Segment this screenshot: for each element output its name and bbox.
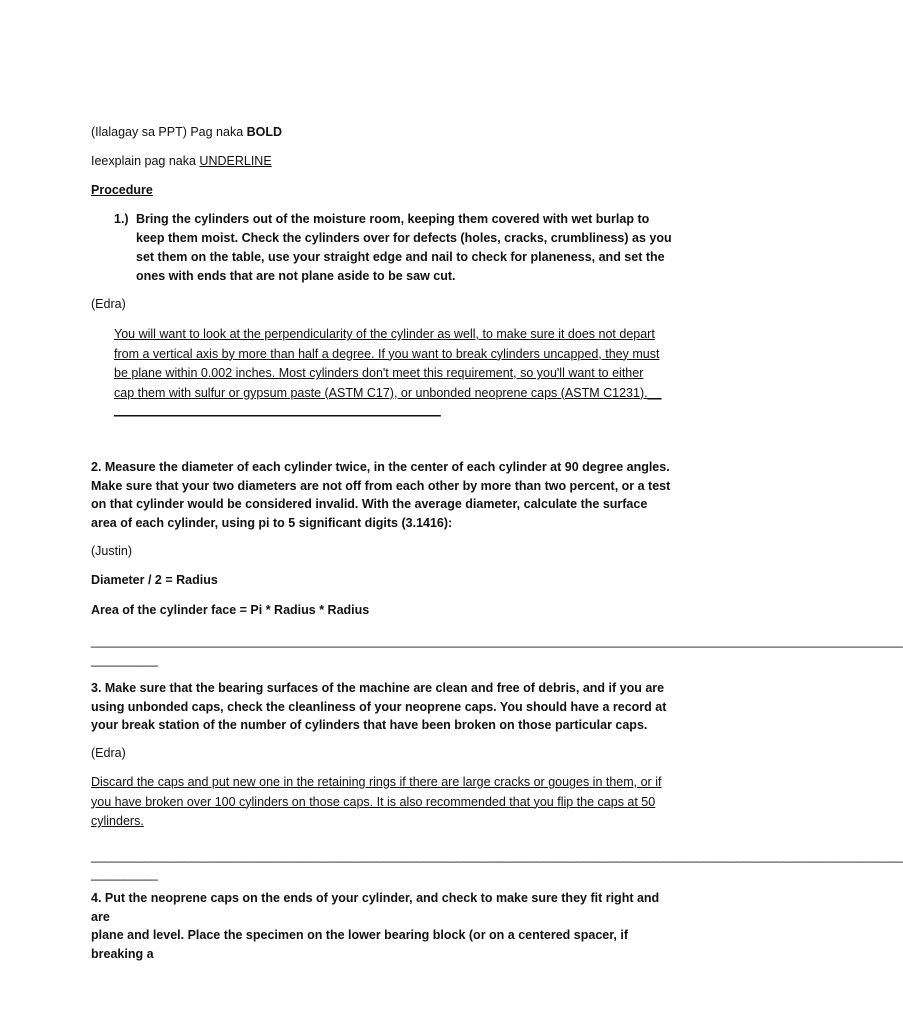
- blank-rule-2-cont: __________: [91, 867, 158, 881]
- step-1-number: 1.): [114, 212, 129, 226]
- explanation-1: [114, 325, 674, 417]
- intro-bold-prefix: (Ilalagay sa PPT) Pag naka: [91, 125, 247, 139]
- formula-radius: Diameter / 2 = Radius: [91, 573, 218, 587]
- explanation-1-line: be plane within 0.002 inches. Most cylinders don't meet this requirement, so you'll want to either: [114, 366, 644, 380]
- speaker-label-3: (Edra): [91, 746, 126, 760]
- step-4-text: [91, 889, 675, 963]
- step-2-text: 2. Measure the diameter of each cylinder twice, in the center of each cylinder at 90 degree angles. Make sure that your two diameters are not off from each other by more than two percent, or a test on that cylinder would be considered invalid. With the average diameter, calculate the surface area of each cylinder, using pi to 5 significant digits (3.1416):: [91, 460, 671, 530]
- explanation-3-line: Discard the caps and put new one in the retaining rings if there are large cracks or gouges in them, or if: [91, 775, 662, 789]
- step-3-text: 3. Make sure that the bearing surfaces of the machine are clean and free of debris, and if you are using unbonded caps, check the cleanliness of your neoprene caps. You should have a record at your break station of the number of cylinders that have been broken on those particular caps.: [91, 681, 667, 732]
- blank-rule-1: __________________________________________________________________________________________________________________________: [91, 634, 903, 648]
- intro-underline-prefix: Ieexplain pag naka: [91, 154, 200, 168]
- step-1-text: Bring the cylinders out of the moisture room, keeping them covered with wet burlap to keep them moist. Check the cylinders over for defects (holes, cracks, crumbliness) as you set them on the table, use your straight edge and nail to check for planeness, and set the ones with ends that are not plane aside to be saw cut.: [136, 212, 672, 283]
- intro-bold-word: BOLD: [246, 125, 283, 139]
- blank-rule-1-cont: __________: [91, 653, 158, 667]
- explanation-1-line: You will want to look at the perpendicularity of the cylinder as well, to make sure it does not depart: [114, 327, 655, 341]
- intro-underline-word: UNDERLINE: [199, 154, 272, 168]
- speaker-label-1: (Edra): [91, 297, 126, 311]
- explanation-1-line: from a vertical axis by more than half a degree. If you want to break cylinders uncapped, they must: [114, 346, 660, 361]
- speaker-label-2: (Justin): [91, 544, 132, 558]
- step-4-line: 4. Put the neoprene caps on the ends of your cylinder, and check to make sure they fit right and are: [91, 891, 660, 924]
- intro-line-underline: [91, 153, 272, 169]
- explanation-1-line: _______________________________________________: [114, 403, 441, 417]
- explanation-3: [91, 773, 675, 832]
- explanation-3-line: you have broken over 100 cylinders on those caps. It is also recommended that you flip the caps at 50: [91, 794, 656, 809]
- step-1: [114, 210, 674, 286]
- blank-rule-2: __________________________________________________________________________________________________________________________: [91, 849, 903, 863]
- intro-line-bold: [91, 124, 282, 140]
- step-4-line: plane and level. Place the specimen on the lower bearing block (or on a centered spacer, if breaking a: [91, 928, 628, 961]
- explanation-3-line: cylinders.: [91, 814, 144, 828]
- procedure-heading: Procedure: [91, 183, 153, 197]
- explanation-1-line: cap them with sulfur or gypsum paste (ASTM C17), or unbonded neoprene caps (ASTM C1231).__: [114, 385, 662, 400]
- formula-area: Area of the cylinder face = Pi * Radius * Radius: [91, 603, 370, 617]
